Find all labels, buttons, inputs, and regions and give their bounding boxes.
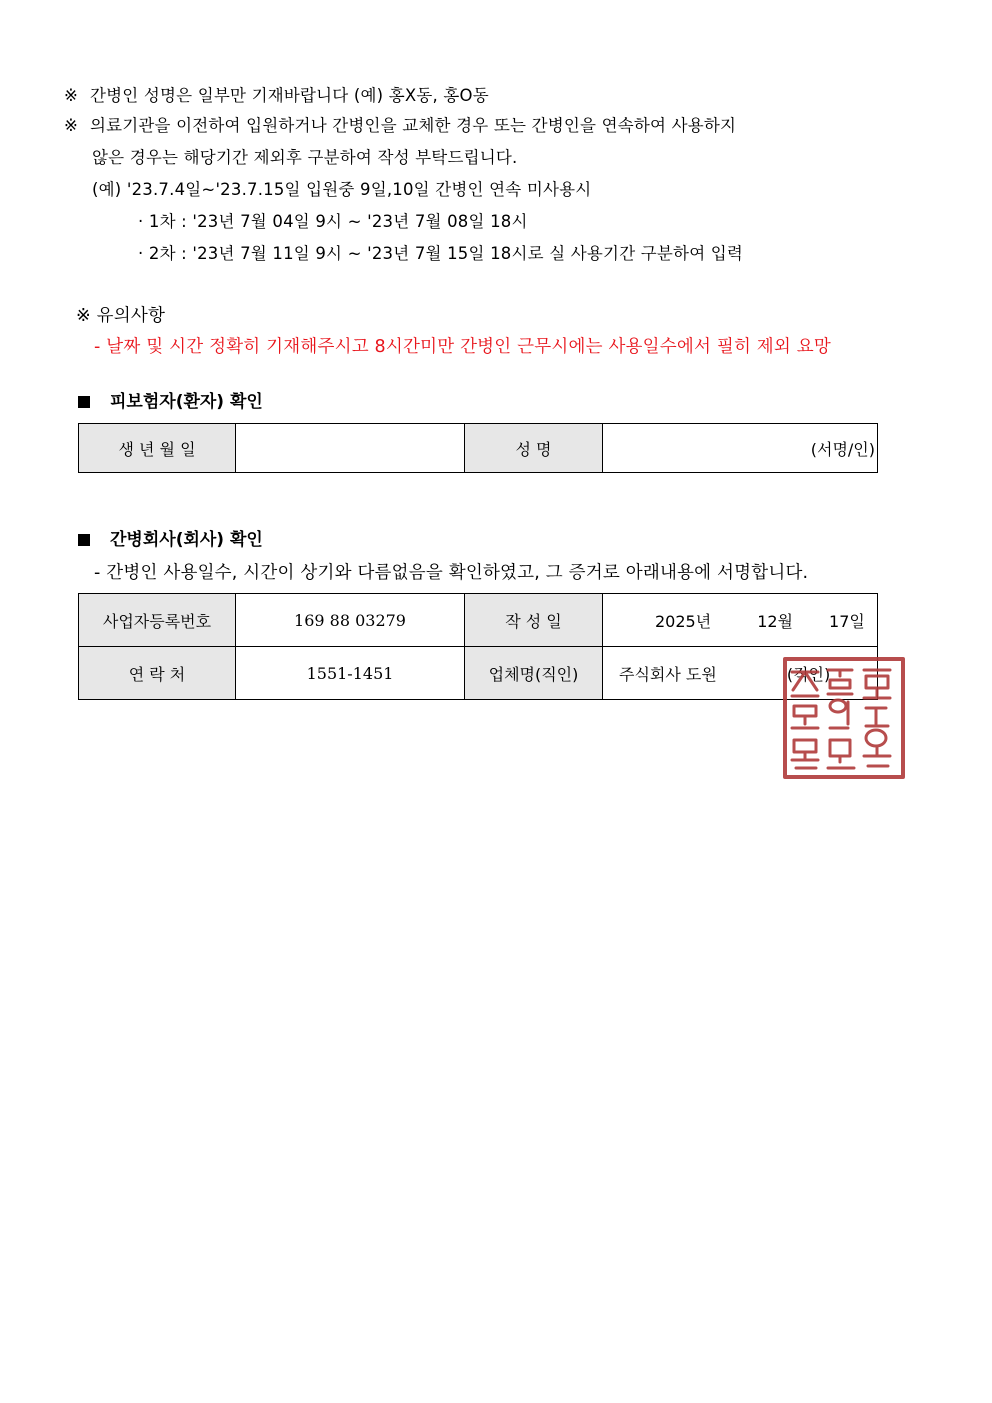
seal-hint: (직인) [786, 664, 831, 684]
company-table [78, 593, 878, 700]
name-label: 성 명 [465, 424, 603, 473]
patient-table [78, 423, 878, 473]
biz-number-value: 169 88 03279 [236, 594, 465, 647]
firm-label: 업체명(직인) [465, 647, 603, 700]
note-line-2 [64, 112, 736, 136]
note-period-1: · 1차 : '23년 7월 04일 9시 ~ '23년 7월 08일 18시 [138, 212, 528, 231]
date-month: 12월 [757, 611, 794, 631]
date-day: 17일 [829, 611, 865, 631]
note-text-1: 간병인 성명은 일부만 기재바랍니다 (예) 홍X동, 홍O동 [90, 86, 489, 105]
dob-label: 생 년 월 일 [79, 424, 236, 473]
caution-text: - 날짜 및 시간 정확히 기재해주시고 8시간미만 간병인 근무시에는 사용일수에서 필히 제외 요망 [94, 337, 831, 357]
patient-signature-field[interactable] [603, 424, 878, 473]
date-label: 작 성 일 [465, 594, 603, 647]
biz-number-label: 사업자등록번호 [79, 594, 236, 647]
note-line-3: 않은 경우는 해당기간 제외후 구분하여 작성 부탁드립니다. [92, 148, 518, 167]
date-year: 2025년 [655, 611, 712, 631]
company-heading-text: 간병회사(회사) 확인 [110, 530, 263, 550]
square-bullet-icon [78, 534, 90, 546]
reference-mark: ※ [64, 86, 79, 105]
note-period-2: · 2차 : '23년 7월 11일 9시 ~ '23년 7월 15일 18시로 실 사용기간 구분하여 입력 [138, 244, 744, 263]
reference-mark: ※ [64, 116, 79, 135]
contact-label: 연 락 처 [79, 647, 236, 700]
note-text-2: 의료기관을 이전하여 입원하거나 간병인을 교체한 경우 또는 간병인을 연속하여 사용하지 [90, 116, 737, 135]
patient-heading-text: 피보험자(환자) 확인 [110, 392, 263, 412]
caution-title: ※ 유의사항 [76, 306, 166, 326]
square-bullet-icon [78, 396, 90, 408]
company-statement: - 간병인 사용일수, 시간이 상기와 다름없음을 확인하였고, 그 증거로 아래내용에 서명합니다. [94, 563, 809, 583]
company-heading [78, 525, 263, 550]
date-value [603, 594, 878, 647]
dob-field[interactable] [236, 424, 465, 473]
patient-heading [78, 387, 263, 412]
firm-name: 주식회사 도원 [619, 664, 717, 684]
company-seal-icon [782, 656, 906, 780]
sign-hint: (서명/인) [810, 439, 875, 459]
note-line-1 [64, 82, 489, 106]
note-example: (예) '23.7.4일~'23.7.15일 입원중 9일,10일 간병인 연속 미사용시 [92, 180, 592, 199]
contact-value: 1551-1451 [236, 647, 465, 700]
